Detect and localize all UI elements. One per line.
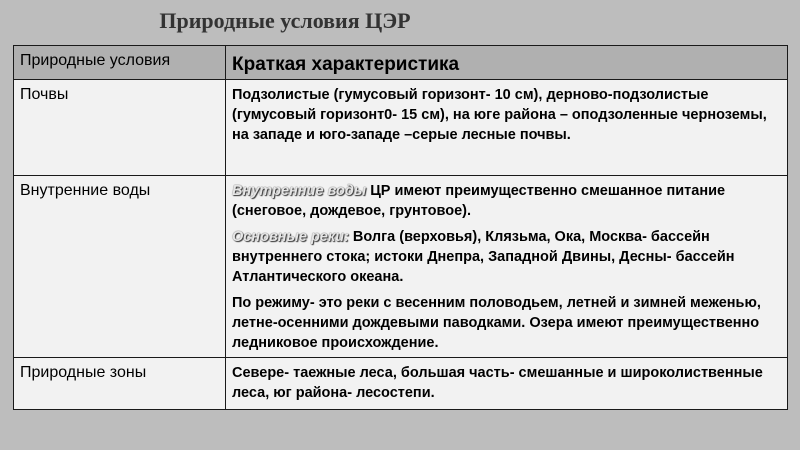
row-text-waters: [226, 176, 788, 358]
waters-paragraph-2: [232, 227, 781, 287]
waters-text-2: Волга (верховья), Клязьма, Ока, Москва- бассейн внутреннего стока; истоки Днепра, Западной Двины, Десны- бассейн Атлантического океана.: [232, 229, 735, 285]
table-row: [14, 80, 788, 176]
header-cell-conditions: Природные условия: [14, 46, 226, 80]
waters-paragraph-1: [232, 181, 781, 221]
waters-text-1: ЦР имеют преимущественно смешанное питание (снеговое, дождевое, грунтовое).: [232, 183, 726, 219]
waters-paragraph-3: По режиму- это реки с весенним половодьем, летней и зимней меженью, летне-осенними дождевыми паводками. Озера имеют преимущественно ледниковое происхождение.: [232, 295, 761, 351]
row-text-soils: Подзолистые (гумусовый горизонт- 10 см), дерново-подзолистые (гумусовый горизонт0- 15 см), на юге района – оподзоленные черноземы, на западе и юго-западе –серые лесные почвы.: [226, 80, 788, 176]
row-label-soils: Почвы: [14, 80, 226, 176]
table-row: [14, 358, 788, 410]
header-cell-characteristics: Краткая характеристика: [226, 46, 788, 80]
waters-highlight-2: Основные реки:: [232, 229, 349, 245]
row-label-zones: Природные зоны: [14, 358, 226, 410]
row-label-waters: Внутренние воды: [14, 176, 226, 358]
table-row: [14, 176, 788, 358]
natural-conditions-table: [13, 45, 788, 410]
table-header-row: [14, 46, 788, 80]
waters-highlight-1: Внутренние воды: [232, 183, 367, 199]
row-text-zones: Севере- таежные леса, большая часть- смешанные и широколиственные леса, юг района- лесостепи.: [226, 358, 788, 410]
page-title: Природные условия ЦЭР: [159, 8, 411, 33]
